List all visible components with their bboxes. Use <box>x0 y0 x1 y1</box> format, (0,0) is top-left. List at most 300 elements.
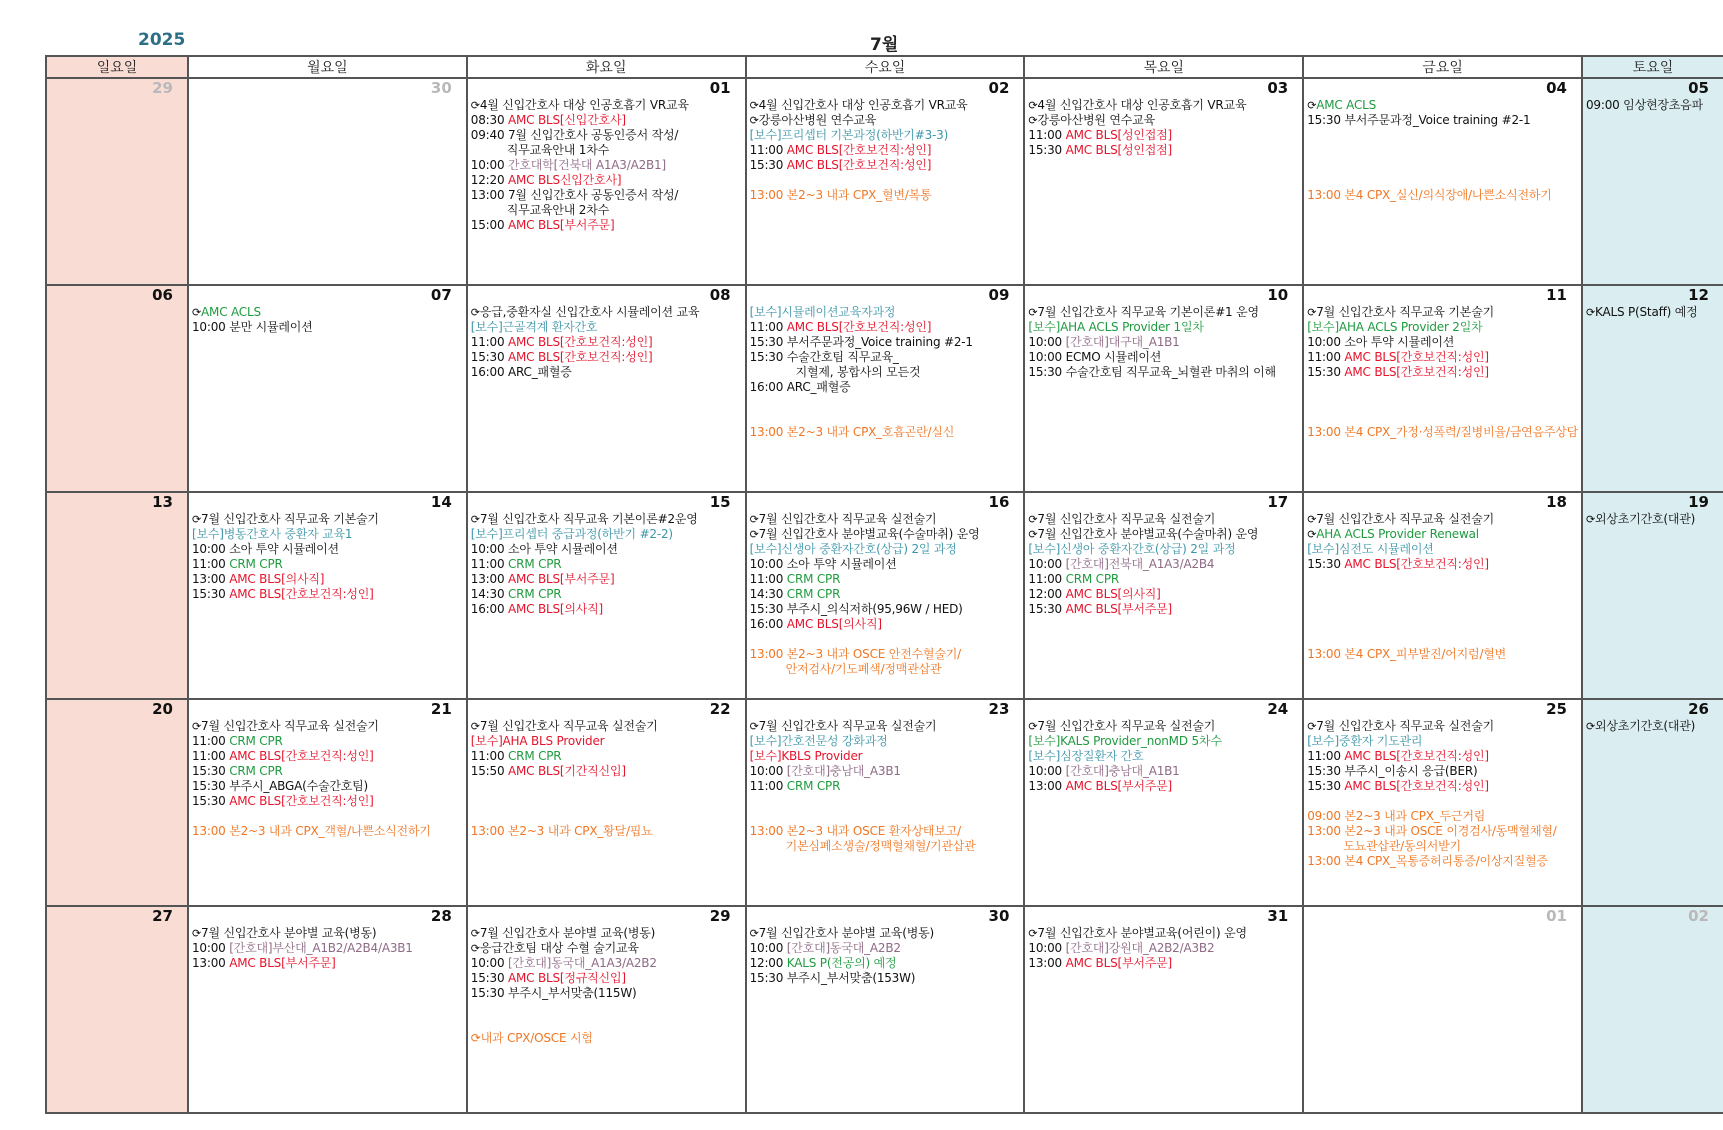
event-text: AMC BLS[부서주문] <box>229 956 336 970</box>
calendar-event[interactable] <box>192 941 463 956</box>
calendar-event[interactable] <box>1028 98 1299 113</box>
event-text: 15:30 부주시_의식저하(95,96W / HED) <box>749 602 963 616</box>
calendar-event[interactable] <box>750 779 1021 794</box>
day-number: 07 <box>430 286 452 304</box>
event-text: 7월 신입간호사 직무교육 기본이론#1 운영 <box>1037 305 1259 319</box>
event-spacer <box>471 779 742 794</box>
day-number: 29 <box>709 907 731 925</box>
day-cell[interactable] <box>1303 906 1582 1113</box>
calendar-event[interactable] <box>1307 335 1578 350</box>
event-spacer <box>1307 158 1578 173</box>
event-list <box>1583 98 1723 113</box>
event-text: 4월 신입간호사 대상 인공호흡기 VR교육 <box>1037 98 1247 112</box>
event-text: 11:00 <box>192 557 230 571</box>
event-text: [간호대]강원대_A2B2/A3B2 <box>1065 941 1215 955</box>
calendar-event[interactable] <box>750 617 1021 632</box>
event-text: 15:30 <box>1307 365 1345 379</box>
calendar-event[interactable] <box>471 749 742 764</box>
calendar-event[interactable] <box>192 764 463 779</box>
event-text: 10:00 소아 투약 시뮬레이션 <box>1307 335 1455 349</box>
event-text: 7월 신입간호사 직무교육 실전술기 <box>479 719 658 733</box>
event-text: AHA ACLS Provider Renewal <box>1316 527 1479 541</box>
day-cell[interactable] <box>1582 492 1723 699</box>
event-text: 직무교육안내 1차수 <box>506 143 609 157</box>
calendar-event[interactable] <box>1307 365 1578 380</box>
calendar-event[interactable] <box>192 527 463 542</box>
day-number: 17 <box>1267 493 1289 511</box>
calendar-event[interactable] <box>750 320 1021 335</box>
calendar-event[interactable] <box>750 587 1021 602</box>
cycle-arrows-icon: ⟳ <box>1585 306 1596 319</box>
event-text: CRM CPR <box>229 764 283 778</box>
calendar-event[interactable] <box>471 350 742 365</box>
event-text: 16:00 ARC_패혈증 <box>749 380 851 394</box>
cycle-arrows-icon: ⟳ <box>749 528 759 541</box>
calendar-event[interactable] <box>471 926 742 941</box>
calendar-event[interactable] <box>750 365 1021 380</box>
day-cell[interactable] <box>188 906 467 1113</box>
day-cell[interactable] <box>46 78 188 285</box>
event-text: AMC BLS신입간호사] <box>508 173 622 187</box>
day-cell[interactable] <box>746 78 1025 285</box>
day-cell[interactable] <box>746 492 1025 699</box>
event-text: [보수]AHA ACLS Provider 2일차 <box>1307 320 1483 334</box>
day-cell[interactable] <box>188 699 467 906</box>
calendar-event[interactable] <box>1028 527 1299 542</box>
calendar-event[interactable] <box>471 734 742 749</box>
day-cell[interactable] <box>1582 906 1723 1113</box>
event-spacer <box>1307 587 1578 602</box>
day-cell[interactable] <box>46 906 188 1113</box>
calendar-event[interactable] <box>1586 305 1720 320</box>
calendar-event[interactable] <box>750 824 1021 839</box>
calendar-event[interactable] <box>1307 425 1578 440</box>
event-text: [보수]AHA ACLS Provider 1일차 <box>1028 320 1204 334</box>
calendar-event[interactable] <box>1307 779 1578 794</box>
calendar-event[interactable] <box>192 824 463 839</box>
calendar-event[interactable] <box>750 98 1021 113</box>
cycle-arrows-icon: ⟳ <box>1307 306 1317 319</box>
event-text: AMC BLS[부서주문] <box>508 572 615 586</box>
event-text: 13:00 본2~3 내과 CPX_객혈/나쁜소식전하기 <box>192 824 431 838</box>
calendar-event[interactable] <box>471 971 742 986</box>
calendar-event[interactable] <box>1028 335 1299 350</box>
event-text: 7월 신입간호사 분야별 교육(병동) <box>479 926 656 940</box>
event-list <box>1304 719 1581 869</box>
calendar-event[interactable] <box>1586 98 1720 113</box>
day-cell[interactable] <box>467 492 746 699</box>
calendar-week-row <box>46 699 1723 906</box>
calendar-event[interactable] <box>471 764 742 779</box>
event-text: 10:00 <box>1028 941 1066 955</box>
calendar-event[interactable] <box>1307 305 1578 320</box>
event-text: 13:00 <box>192 956 230 970</box>
calendar-event[interactable] <box>1028 128 1299 143</box>
event-text: 10:00 <box>470 956 508 970</box>
calendar-event[interactable] <box>750 839 1021 854</box>
calendar-event[interactable] <box>192 734 463 749</box>
event-list <box>1025 98 1302 158</box>
event-text: 7월 신입간호사 직무교육 기본술기 <box>1316 305 1494 319</box>
cycle-arrows-icon: ⟳ <box>1307 99 1317 112</box>
event-text: [보수]프리셉터 기본과정(하반기#3-3) <box>749 128 949 142</box>
calendar-event[interactable] <box>750 764 1021 779</box>
calendar-event[interactable] <box>471 542 742 557</box>
calendar-event[interactable] <box>750 719 1021 734</box>
calendar-event[interactable] <box>1028 779 1299 794</box>
calendar-event[interactable] <box>471 203 742 218</box>
calendar-event[interactable] <box>1307 542 1578 557</box>
calendar-event[interactable] <box>1028 350 1299 365</box>
event-spacer <box>750 794 1021 809</box>
calendar-event[interactable] <box>192 779 463 794</box>
event-text: [보수]신생아 중환자간호(상급) 2일 과정 <box>749 542 957 556</box>
cycle-arrows-icon: ⟳ <box>470 720 480 733</box>
calendar-event[interactable] <box>1307 809 1578 824</box>
event-text: 7월 신입간호사 직무교육 실전술기 <box>1316 512 1494 526</box>
cycle-arrows-icon: ⟳ <box>470 99 480 112</box>
event-text: 7월 신입간호사 직무교육 실전술기 <box>201 719 379 733</box>
event-text: 10:00 분만 시뮬레이션 <box>192 320 313 334</box>
calendar-event[interactable] <box>471 218 742 233</box>
event-spacer <box>1307 572 1578 587</box>
calendar-event[interactable] <box>750 926 1021 941</box>
cycle-arrows-icon: ⟳ <box>1585 513 1596 526</box>
calendar-event[interactable] <box>471 986 742 1001</box>
day-number: 22 <box>709 700 731 718</box>
calendar-event[interactable] <box>1307 734 1578 749</box>
calendar-event[interactable] <box>750 971 1021 986</box>
event-text: [보수]간호전문성 강화과정 <box>749 734 888 748</box>
event-text: [보수]KALS Provider_nonMD 5차수 <box>1028 734 1222 748</box>
event-spacer <box>1307 632 1578 647</box>
calendar-event[interactable] <box>1028 320 1299 335</box>
calendar-event[interactable] <box>471 956 742 971</box>
calendar-event[interactable] <box>750 113 1021 128</box>
event-text: 16:00 ARC_패혈증 <box>470 365 572 379</box>
event-text: 13:00 본4 CPX_가정·성폭력/질병비율/금연음주상담 <box>1307 425 1579 439</box>
event-text: 10:00 <box>470 158 508 172</box>
event-text: AMC BLS[부서주문] <box>1065 956 1173 970</box>
event-spacer <box>750 173 1021 188</box>
day-number: 03 <box>1267 79 1289 97</box>
day-number: 19 <box>1688 493 1709 511</box>
calendar-event[interactable] <box>192 572 463 587</box>
calendar-event[interactable] <box>1028 602 1299 617</box>
calendar-event[interactable] <box>471 305 742 320</box>
calendar-event[interactable] <box>192 749 463 764</box>
event-spacer <box>1307 143 1578 158</box>
calendar-event[interactable] <box>471 113 742 128</box>
event-list <box>468 512 745 617</box>
event-text: AMC BLS[의사직] <box>229 572 325 586</box>
calendar-event[interactable] <box>471 527 742 542</box>
event-text: AMC BLS[간호보건직:성인] <box>1344 350 1489 364</box>
event-list <box>747 926 1024 986</box>
event-text: [간호대]전북대_A1A3/A2B4 <box>1065 557 1215 571</box>
event-text: 10:00 소아 투약 시뮬레이션 <box>470 542 618 556</box>
calendar-event[interactable] <box>750 143 1021 158</box>
calendar-event[interactable] <box>1307 839 1578 854</box>
calendar-event[interactable] <box>192 956 463 971</box>
day-cell[interactable] <box>1024 699 1303 906</box>
event-text: 11:00 <box>749 143 787 157</box>
calendar-event[interactable] <box>1028 572 1299 587</box>
calendar-event[interactable] <box>750 749 1021 764</box>
day-cell[interactable] <box>746 699 1025 906</box>
calendar-event[interactable] <box>471 719 742 734</box>
day-number: 13 <box>152 493 173 511</box>
calendar-event[interactable] <box>192 587 463 602</box>
day-cell[interactable] <box>1582 78 1723 285</box>
event-text: AMC BLS[정규직신입] <box>508 971 626 985</box>
calendar-event[interactable] <box>750 350 1021 365</box>
event-list <box>468 305 745 380</box>
calendar-event[interactable] <box>1028 365 1299 380</box>
day-number: 06 <box>152 286 173 304</box>
event-list <box>189 305 466 335</box>
day-number: 30 <box>430 79 452 97</box>
calendar-event[interactable] <box>750 557 1021 572</box>
calendar-weeks <box>46 78 1723 1113</box>
calendar-event[interactable] <box>1028 557 1299 572</box>
event-text: 10:00 소아 투약 시뮬레이션 <box>192 542 339 556</box>
calendar-event[interactable] <box>192 794 463 809</box>
event-spacer <box>192 809 463 824</box>
day-number: 21 <box>430 700 452 718</box>
event-text: 11:00 <box>749 320 787 334</box>
calendar-event[interactable] <box>471 941 742 956</box>
event-list <box>468 926 745 1046</box>
calendar-event[interactable] <box>1028 749 1299 764</box>
calendar-event[interactable] <box>750 512 1021 527</box>
calendar-event[interactable] <box>750 425 1021 440</box>
calendar-event[interactable] <box>750 335 1021 350</box>
calendar-event[interactable] <box>471 173 742 188</box>
cycle-arrows-icon: ⟳ <box>192 720 202 733</box>
event-text: 7월 신입간호사 분야별교육(어린이) 운영 <box>1037 926 1247 940</box>
calendar-event[interactable] <box>1028 719 1299 734</box>
event-text: 7월 신입간호사 직무교육 기본술기 <box>201 512 379 526</box>
calendar-event[interactable] <box>192 557 463 572</box>
day-cell[interactable] <box>1303 78 1582 285</box>
calendar-event[interactable] <box>1028 512 1299 527</box>
calendar-event[interactable] <box>750 188 1021 203</box>
event-text: 09:00 본2~3 내과 CPX_두근거림 <box>1307 809 1486 823</box>
calendar-event[interactable] <box>1307 113 1578 128</box>
day-cell[interactable] <box>1303 492 1582 699</box>
calendar-event[interactable] <box>471 587 742 602</box>
calendar-event[interactable] <box>750 527 1021 542</box>
day-number: 05 <box>1688 79 1709 97</box>
calendar-event[interactable] <box>471 1031 742 1046</box>
day-cell[interactable] <box>467 906 746 1113</box>
calendar-event[interactable] <box>750 380 1021 395</box>
day-cell[interactable] <box>46 492 188 699</box>
calendar-event[interactable] <box>1028 734 1299 749</box>
calendar-event[interactable] <box>192 305 463 320</box>
calendar-event[interactable] <box>750 305 1021 320</box>
calendar-event[interactable] <box>471 557 742 572</box>
calendar-event[interactable] <box>471 98 742 113</box>
calendar-event[interactable] <box>192 926 463 941</box>
calendar-event[interactable] <box>1307 512 1578 527</box>
event-text: 13:00 본2~3 내과 CPX_호흡곤란/실신 <box>749 425 955 439</box>
cycle-arrows-icon: ⟳ <box>1028 720 1038 733</box>
day-cell[interactable] <box>746 906 1025 1113</box>
event-text: CRM CPR <box>508 587 562 601</box>
calendar-event[interactable] <box>750 662 1021 677</box>
event-text: AMC BLS[의사직] <box>1065 587 1161 601</box>
day-cell[interactable] <box>1303 699 1582 906</box>
event-list <box>747 305 1024 440</box>
event-text: CRM CPR <box>229 557 283 571</box>
day-cell[interactable] <box>467 78 746 285</box>
calendar-event[interactable] <box>192 719 463 734</box>
event-text: 10:00 ECMO 시뮬레이션 <box>1028 350 1162 364</box>
event-text: 15:30 부주시_부서맞춤(115W) <box>470 986 637 1000</box>
calendar-week-row <box>46 906 1723 1113</box>
calendar-event[interactable] <box>1028 143 1299 158</box>
event-list <box>189 926 466 971</box>
calendar-event[interactable] <box>1307 647 1578 662</box>
calendar-event[interactable] <box>1307 749 1578 764</box>
calendar-event[interactable] <box>750 572 1021 587</box>
event-text: 7월 신입간호사 분야별교육(수술마취) 운영 <box>758 527 980 541</box>
calendar-event[interactable] <box>471 188 742 203</box>
calendar-event[interactable] <box>471 143 742 158</box>
calendar-event[interactable] <box>750 158 1021 173</box>
calendar-event[interactable] <box>750 941 1021 956</box>
cycle-arrows-icon: ⟳ <box>749 927 759 940</box>
event-text: 13:00 본4 CPX_실신/의식장애/나쁜소식전하기 <box>1307 188 1552 202</box>
calendar-event[interactable] <box>192 320 463 335</box>
day-cell[interactable] <box>1024 285 1303 492</box>
calendar-event[interactable] <box>471 512 742 527</box>
calendar-event[interactable] <box>1307 557 1578 572</box>
day-cell[interactable] <box>188 78 467 285</box>
calendar-event[interactable] <box>471 572 742 587</box>
calendar-event[interactable] <box>750 956 1021 971</box>
day-cell[interactable] <box>188 285 467 492</box>
event-text: 15:30 <box>192 764 230 778</box>
event-text: 도뇨관삽관/동의서받기 <box>1343 839 1461 853</box>
calendar-event[interactable] <box>1307 350 1578 365</box>
event-text: 7월 신입간호사 직무교육 실전술기 <box>1037 512 1216 526</box>
calendar-event[interactable] <box>471 602 742 617</box>
day-cell[interactable] <box>1024 78 1303 285</box>
event-text: CRM CPR <box>786 779 841 793</box>
event-text: AMC ACLS <box>1316 98 1377 112</box>
calendar-event[interactable] <box>471 335 742 350</box>
event-text: [보수]KBLS Provider <box>749 749 863 763</box>
day-cell[interactable] <box>1582 699 1723 906</box>
calendar-event[interactable] <box>1307 320 1578 335</box>
weekday-header-saturday: 토요일 <box>1582 56 1723 78</box>
calendar-event[interactable] <box>1028 926 1299 941</box>
calendar-event[interactable] <box>750 542 1021 557</box>
calendar-event[interactable] <box>750 602 1021 617</box>
calendar-event[interactable] <box>1307 854 1578 869</box>
event-text: 13:00 본2~3 내과 OSCE 환자상태보고/ <box>749 824 961 838</box>
day-number: 26 <box>1688 700 1709 718</box>
calendar-event[interactable] <box>750 734 1021 749</box>
day-cell[interactable] <box>46 285 188 492</box>
day-cell[interactable] <box>1024 906 1303 1113</box>
calendar-event[interactable] <box>1028 764 1299 779</box>
calendar-event[interactable] <box>471 824 742 839</box>
weekday-header-friday: 금요일 <box>1303 56 1582 78</box>
calendar-event[interactable] <box>192 542 463 557</box>
day-number: 01 <box>1546 907 1567 925</box>
event-text: 15:30 <box>1028 602 1066 616</box>
calendar-event[interactable] <box>1028 542 1299 557</box>
event-list <box>1583 719 1723 734</box>
event-text: 15:30 수술간호팀 직무교육_뇌혈관 마취의 이해 <box>1028 365 1276 379</box>
day-cell[interactable] <box>1303 285 1582 492</box>
calendar-event[interactable] <box>1307 764 1578 779</box>
calendar-event[interactable] <box>1586 512 1720 527</box>
day-cell[interactable] <box>188 492 467 699</box>
cycle-arrows-icon: ⟳ <box>1028 306 1038 319</box>
event-text: AMC BLS[부서주문] <box>1065 602 1173 616</box>
calendar-event[interactable] <box>1307 98 1578 113</box>
calendar-week-row <box>46 492 1723 699</box>
day-cell[interactable] <box>46 699 188 906</box>
event-text: 11:00 <box>1028 572 1066 586</box>
day-cell[interactable] <box>1024 492 1303 699</box>
event-text: 15:30 <box>749 158 787 172</box>
calendar-event[interactable] <box>1028 305 1299 320</box>
calendar-event[interactable] <box>750 647 1021 662</box>
day-cell[interactable] <box>1582 285 1723 492</box>
event-list <box>747 98 1024 203</box>
calendar-event[interactable] <box>1586 719 1720 734</box>
cycle-arrows-icon: ⟳ <box>749 99 759 112</box>
event-spacer <box>1307 128 1578 143</box>
event-text: 15:00 <box>470 218 508 232</box>
day-cell[interactable] <box>746 285 1025 492</box>
day-cell[interactable] <box>467 285 746 492</box>
calendar-event[interactable] <box>1307 188 1578 203</box>
calendar-event[interactable] <box>471 128 742 143</box>
cycle-arrows-icon: ⟳ <box>192 927 202 940</box>
event-text: 7월 신입간호사 직무교육 실전술기 <box>1316 719 1494 733</box>
calendar-event[interactable] <box>1028 956 1299 971</box>
calendar-event[interactable] <box>1307 719 1578 734</box>
calendar-event[interactable] <box>1028 113 1299 128</box>
event-text: 외상초기간호(대관) <box>1595 512 1696 526</box>
calendar-event[interactable] <box>1307 527 1578 542</box>
calendar-week-row <box>46 285 1723 492</box>
event-text: 15:30 부주시_부서맞춤(153W) <box>749 971 916 985</box>
calendar-event[interactable] <box>471 320 742 335</box>
calendar-event[interactable] <box>192 512 463 527</box>
event-spacer <box>471 1001 742 1016</box>
calendar-event[interactable] <box>1028 941 1299 956</box>
cycle-arrows-icon: ⟳ <box>1307 720 1317 733</box>
calendar-event[interactable] <box>1028 587 1299 602</box>
calendar-event[interactable] <box>1307 824 1578 839</box>
day-number: 04 <box>1546 79 1567 97</box>
calendar-event[interactable] <box>750 128 1021 143</box>
event-text: AMC BLS[성인접점] <box>1065 143 1173 157</box>
day-cell[interactable] <box>467 699 746 906</box>
calendar-event[interactable] <box>471 158 742 173</box>
event-list <box>1025 305 1302 380</box>
calendar-event[interactable] <box>471 365 742 380</box>
event-text: 13:00 <box>1028 779 1066 793</box>
